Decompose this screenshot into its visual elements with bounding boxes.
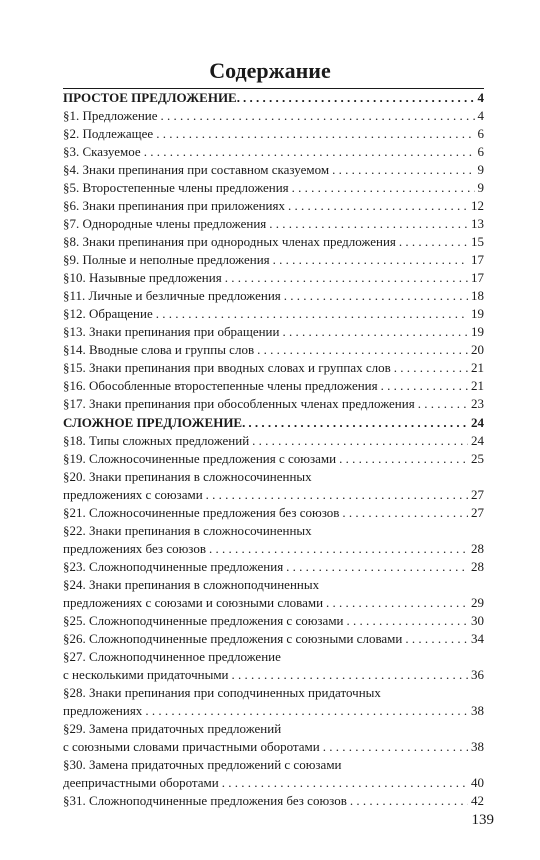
dot-leader: [254, 341, 468, 359]
toc-page-number: 9: [477, 162, 484, 177]
dot-leader: [206, 540, 468, 558]
toc-section-simple-sentence: [63, 88, 484, 413]
toc-page-number: 27: [471, 505, 484, 520]
toc-entry: [63, 143, 484, 161]
toc-entry: [63, 395, 484, 413]
dot-leader: [141, 143, 475, 161]
toc-entry: [63, 233, 484, 251]
toc-entry-title: §5. Второстепенные члены предложения: [63, 180, 289, 195]
toc-entry-title: §9. Полные и неполные предложения: [63, 252, 270, 267]
toc-page-number: 6: [477, 144, 484, 159]
toc-entry: [63, 161, 484, 179]
toc-page-number: 36: [471, 667, 484, 682]
toc-page-number: 38: [471, 703, 484, 718]
toc-entry: [63, 305, 484, 323]
toc-entry-title: с несколькими придаточными: [63, 667, 229, 682]
toc-section-complex-sentence: [63, 414, 484, 810]
toc-entry-line: §20. Знаки препинания в сложносочиненных: [63, 469, 312, 484]
dot-leader: [153, 125, 474, 143]
toc-page-number: 17: [471, 270, 484, 285]
toc-page-number: 6: [477, 126, 484, 141]
toc-page-number: 25: [471, 451, 484, 466]
toc-page-number: 17: [471, 252, 484, 267]
dot-leader: [283, 558, 468, 576]
toc-entry: [63, 594, 484, 612]
toc-entry: [63, 612, 484, 630]
dot-leader: [266, 215, 468, 233]
toc-page-number: 20: [471, 342, 484, 357]
dot-leader: [289, 179, 475, 197]
toc-entry-line: §29. Замена придаточных предложений: [63, 721, 282, 736]
toc-page-number: 30: [471, 613, 484, 628]
toc-entry-line: §27. Сложноподчиненное предложение: [63, 649, 281, 664]
dot-leader: [279, 323, 468, 341]
toc-entry-title: с союзными словами причастными оборотами: [63, 739, 320, 754]
toc-entry: [63, 666, 484, 684]
toc-entry: [63, 630, 484, 648]
toc-entry: [63, 215, 484, 233]
toc-entry-title: §14. Вводные слова и группы слов: [63, 342, 255, 357]
dot-leader: [142, 702, 468, 720]
toc-entry: [63, 269, 484, 287]
toc-section-heading: [63, 89, 484, 107]
toc-entry-title: СЛОЖНОЕ ПРЕДЛОЖЕНИЕ.: [63, 415, 246, 430]
dot-leader: [270, 251, 468, 269]
toc-page-number: 9: [477, 180, 484, 195]
toc-entry-title: предложениях без союзов: [63, 541, 206, 556]
toc-page-number: 4: [477, 90, 484, 105]
toc-entry-title: §11. Личные и безличные предложения: [63, 288, 281, 303]
toc-entry: [63, 179, 484, 197]
toc-entry-title: §18. Типы сложных предложений: [63, 433, 250, 448]
dot-leader: [329, 161, 474, 179]
toc-page-number: 15: [471, 234, 484, 249]
toc-entry-line: §22. Знаки препинания в сложносочиненных: [63, 523, 312, 538]
toc-page-number: 13: [471, 216, 484, 231]
toc-page-number: 21: [471, 378, 484, 393]
dot-leader: [344, 612, 468, 630]
toc-page-number: 12: [471, 198, 484, 213]
toc-entry-title: предложениях с союзами: [63, 487, 203, 502]
dot-leader: [240, 89, 475, 107]
toc-entry-title: §6. Знаки препинания при приложениях: [63, 198, 285, 213]
toc-entry-title: §15. Знаки препинания при вводных словах и группах слов: [63, 360, 391, 375]
toc-entry-title: предложениях: [63, 703, 143, 718]
toc-entry-title: предложениях с союзами и союзными словами: [63, 595, 324, 610]
toc-entry-title: §13. Знаки препинания при обращении: [63, 324, 280, 339]
toc-page-number: 19: [471, 324, 484, 339]
toc-entry-title: §3. Сказуемое: [63, 144, 141, 159]
dot-leader: [281, 287, 468, 305]
toc-entry: [63, 738, 484, 756]
dot-leader: [402, 630, 468, 648]
toc-entry: [63, 377, 484, 395]
toc-entry-title: §12. Обращение: [63, 306, 153, 321]
dot-leader: [339, 504, 468, 522]
toc-entry-title: §7. Однородные члены предложения: [63, 216, 267, 231]
toc-entry-line: §24. Знаки препинания в сложноподчиненных: [63, 577, 320, 592]
toc-page-number: 40: [471, 775, 484, 790]
toc-entry: [63, 251, 484, 269]
dot-leader: [396, 233, 468, 251]
dot-leader: [158, 107, 475, 125]
toc-page-number: 24: [471, 433, 484, 448]
toc-entry: [63, 540, 484, 558]
toc-entry: [63, 125, 484, 143]
toc-entry-title: §31. Сложноподчиненные предложения без союзов: [63, 793, 347, 808]
dot-leader: [285, 197, 468, 215]
toc-entry: [63, 504, 484, 522]
dot-leader: [229, 666, 469, 684]
toc-entry-title: §26. Сложноподчиненные предложения с союзными словами: [63, 631, 403, 646]
toc-entry: [63, 341, 484, 359]
toc-entry-title: §25. Сложноподчиненные предложения с союзами: [63, 613, 344, 628]
toc-entry: [63, 450, 484, 468]
toc-page-number: 29: [471, 595, 484, 610]
toc-entry: [63, 558, 484, 576]
toc-entry-title: §8. Знаки препинания при однородных членах предложения: [63, 234, 396, 249]
toc-page-number: 4: [477, 108, 484, 123]
toc-entry-title: §23. Сложноподчиненные предложения: [63, 559, 284, 574]
dot-leader: [249, 432, 468, 450]
dot-leader: [323, 594, 468, 612]
dot-leader: [203, 486, 468, 504]
toc-entry-title: §10. Назывные предложения: [63, 270, 222, 285]
toc-entry: [63, 702, 484, 720]
dot-leader: [391, 359, 468, 377]
toc-page-number: 24: [471, 415, 484, 430]
toc-entry-title: §1. Предложение: [63, 108, 158, 123]
toc-entry-title: деепричастными оборотами: [63, 775, 219, 790]
dot-leader: [153, 305, 468, 323]
toc-entry-title: §16. Обособленные второстепенные члены предложения: [63, 378, 378, 393]
dot-leader: [245, 414, 468, 432]
toc-entry: [63, 792, 484, 810]
toc-entry-title: §19. Сложносочиненные предложения с союзами: [63, 451, 337, 466]
dot-leader: [378, 377, 468, 395]
toc-entry: [63, 287, 484, 305]
toc-entry-title: §21. Сложносочиненные предложения без союзов: [63, 505, 340, 520]
toc-entry: [63, 774, 484, 792]
toc-page-number: 19: [471, 306, 484, 321]
toc-section-heading: [63, 414, 484, 432]
toc-entry-title: §17. Знаки препинания при обособленных членах предложения: [63, 396, 415, 411]
dot-leader: [347, 792, 468, 810]
toc-entry: [63, 107, 484, 125]
toc-entry-line: §30. Замена придаточных предложений с союзами: [63, 757, 342, 772]
toc-page-number: 18: [471, 288, 484, 303]
toc-entry: [63, 359, 484, 377]
dot-leader: [336, 450, 468, 468]
toc-page-number: 28: [471, 559, 484, 574]
toc-entry-line: §28. Знаки препинания при соподчиненных придаточных: [63, 685, 381, 700]
page-number: 139: [471, 812, 494, 828]
toc-entry-title: ПРОСТОЕ ПРЕДЛОЖЕНИЕ.: [63, 90, 240, 105]
toc-page-number: 38: [471, 739, 484, 754]
toc-page-number: 28: [471, 541, 484, 556]
dot-leader: [219, 774, 468, 792]
toc-entry: [63, 432, 484, 450]
toc-page-number: 21: [471, 360, 484, 375]
toc-entry: [63, 323, 484, 341]
toc-title: Содержание: [209, 58, 331, 83]
toc-page-number: 23: [471, 396, 484, 411]
toc-page-number: 27: [471, 487, 484, 502]
toc-page-number: 34: [471, 631, 484, 646]
toc-page-number: 42: [471, 793, 484, 808]
toc-entry-title: §2. Подлежащее: [63, 126, 154, 141]
dot-leader: [415, 395, 468, 413]
dot-leader: [320, 738, 468, 756]
toc-entry-title: §4. Знаки препинания при составном сказуемом: [63, 162, 330, 177]
dot-leader: [222, 269, 468, 287]
toc-entry: [63, 486, 484, 504]
toc-entry: [63, 197, 484, 215]
